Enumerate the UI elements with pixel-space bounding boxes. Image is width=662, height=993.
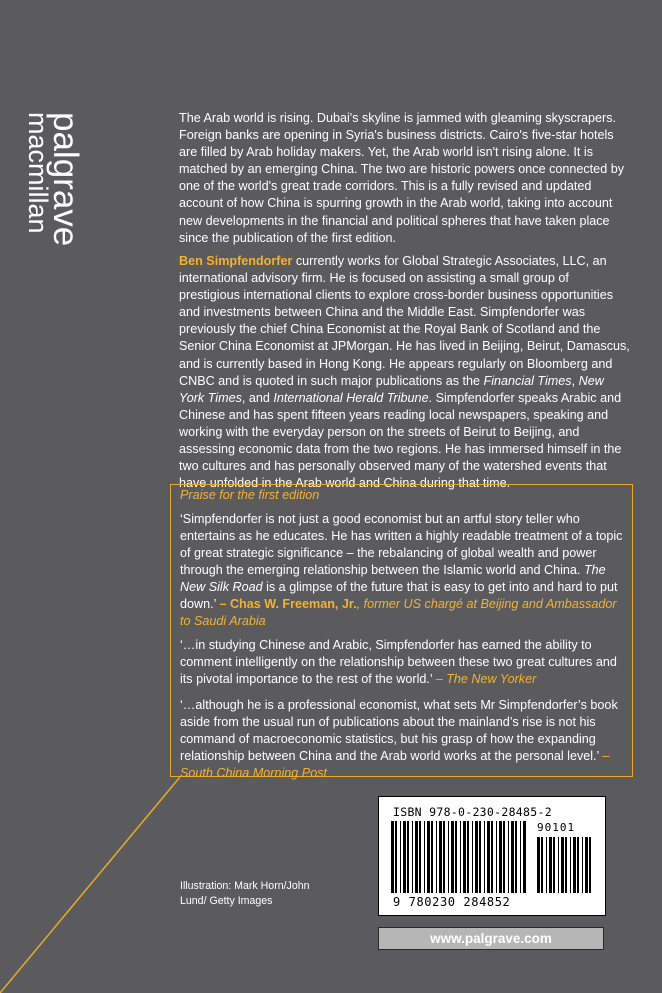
bio-sep1: ,	[571, 373, 579, 388]
praise-quote-1	[180, 511, 626, 630]
bio-pub-nyt: New York Times	[179, 373, 604, 405]
book-blurb: The Arab world is rising. Dubai's skyline is jammed with gleaming skyscrapers. Foreign banks are opening in Syria's business districts. Cairo's five-star hotels are filled by Arab holiday makers. Yet, the Arab world isn't rising alone. It is matched by an emerging China. The two are historic powers once connected by one of the world's great trade corridors. This is a fully revised and updated account of how China is spurring growth in the Arab world, taking into account new developments in the financial and political spheres that have taken place since the publication of the first edition.	[179, 111, 624, 245]
barcode-number: 9 780230 284852	[393, 895, 511, 909]
bio-pub-iht: International Herald Tribune	[273, 390, 429, 405]
bio-text-b: . Simpfendorfer speaks Arabic and Chinese and has spent fifteen years reading local newspapers, speaking and working with the everyday person on the streets of Beirut to Beijing, and assessing economic data from the two regions. He has immersed himself in the two cultures and has personally observed many of the watershed events that have unfolded in the Arab world and China during that time.	[179, 390, 622, 491]
palgrave-macmillan-logo	[20, 110, 90, 250]
publisher-line1: palgrave	[46, 112, 85, 247]
quote2-text: ‘…in studying Chinese and Arabic, Simpfendorfer has earned the ability to comment intelligently on the relationship between these two great cultures and its pivotal importance to the rest of the world.’	[180, 638, 617, 686]
decorative-diagonal-line	[0, 777, 180, 993]
publisher-wordmark	[20, 110, 90, 250]
bio-pub-ft: Financial Times	[483, 373, 572, 388]
quote1-text-a: ‘Simpfendorfer is not just a good economist but an artful story teller who entertains as he educates. He has written a highly readable treatment of a topic of great strategic significance – the rebalancing of global wealth and power through the emerging relationship between the Islamic world and China.	[180, 512, 623, 577]
praise-heading: Praise for the first edition	[180, 488, 320, 502]
illustration-credit: Illustration: Mark Horn/John Lund/ Getty Images	[180, 880, 310, 907]
quote1-role: , former US chargé at Beijing and Ambassador to Saudi Arabia	[180, 597, 617, 628]
quote3-text: ‘…although he is a professional economist, what sets Mr Simpfendorfer’s book aside from the usual run of publications about the mainland’s rise is not his command of macroeconomic statistics, but his grasp of how the expanding relationship between China and the Arab world works at the personal level.’	[180, 698, 618, 763]
author-name: Ben Simpfendorfer	[179, 254, 293, 268]
author-bio	[179, 253, 631, 492]
quote2-source: – The New Yorker	[435, 672, 537, 686]
bio-text-a: currently works for Global Strategic Associates, LLC, an international advisory firm. He is focused on assisting a small group of prestigious international clients to explore cross-border business opportunities and investments between China and the Middle East. Simpfendorfer was previously the chief China Economist at the Royal Bank of Scotland and the Senior China Economist at JPMorgan. He has lived in Beijing, Beirut, Damascus, and is currently based in Hong Kong. He appears regularly on Bloomberg and CNBC and is quoted in such major publications as the	[179, 254, 630, 388]
bio-sep2: , and	[241, 390, 274, 405]
quote1-dash: –	[219, 597, 230, 611]
praise-quote-2	[180, 637, 626, 688]
isbn-barcode	[378, 796, 606, 916]
isbn-label: ISBN 978-0-230-28485-2	[393, 805, 552, 819]
quote3-source: – South China Morning Post	[180, 749, 610, 780]
quote1-book-title: The New Silk Road	[180, 563, 606, 594]
publisher-url[interactable]: www.palgrave.com	[378, 927, 604, 950]
quote1-text-b: is a glimpse of the future that is easy to get into and hard to put down.’	[180, 580, 618, 611]
praise-quote-3	[180, 697, 626, 782]
publisher-line2: macmillan	[23, 112, 53, 234]
barcode-addon: 90101	[537, 821, 576, 834]
quote1-name: Chas W. Freeman, Jr.	[229, 597, 357, 611]
